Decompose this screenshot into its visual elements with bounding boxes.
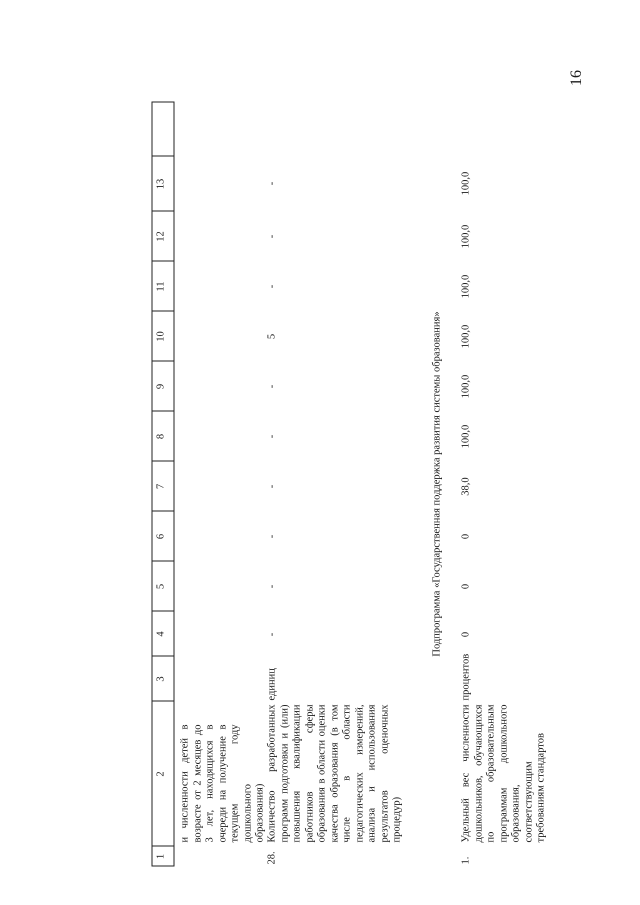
row-1-value-7: 38,0: [460, 477, 471, 496]
continued-indicator-name: и численности детей в возрасте от 2 месяцев до 3 лет, находящихся в очереди на получение в текущем году дошкольного образования): [179, 724, 265, 843]
header-top-border: [151, 102, 152, 867]
header-col-11: 11: [155, 281, 166, 292]
row-1-value-4: 0: [460, 631, 471, 638]
row-28-value-11: -: [266, 284, 277, 289]
row-28-value-13: -: [266, 181, 277, 186]
row-1-unit: процентов: [460, 653, 471, 701]
row-1-value-12: 100,0: [460, 224, 471, 249]
header-col-12: 12: [155, 231, 166, 242]
header-bottom-border: [173, 102, 174, 867]
header-col-13: 13: [155, 178, 166, 190]
row-28-value-5: -: [266, 584, 277, 589]
row-28-value-6: -: [266, 534, 277, 539]
header-col-6: 6: [155, 533, 166, 540]
row-28-name: Количество разработанных программ подготовки и (или) повышения квалификации работников сферы образования в области оценки качества образования (в том числе в области педагогических измерений, анализа и использования результатов оценочных процедур): [266, 704, 402, 843]
header-col-1: 1: [155, 853, 166, 860]
row-1-value-9: 100,0: [460, 374, 471, 399]
row-1-value-6: 0: [460, 533, 471, 540]
row-1-value-11: 100,0: [460, 274, 471, 299]
row-1-value-5: 0: [460, 583, 471, 590]
header-col-8: 8: [155, 433, 166, 440]
row-28-value-8: -: [266, 434, 277, 439]
page-number: 16: [568, 70, 585, 86]
row-28-value-4: -: [266, 632, 277, 637]
row-1-value-13: 100,0: [460, 171, 471, 196]
header-col-3: 3: [155, 676, 166, 682]
rotated-table: [151, 102, 546, 867]
header-col-9: 9: [155, 383, 166, 390]
subprogram-title: Подпрограмма «Государственная поддержка развития системы образования»: [431, 311, 442, 657]
header-col-2: 2: [155, 771, 166, 777]
row-1-value-8: 100,0: [460, 424, 471, 449]
row-28-value-7: -: [266, 484, 277, 489]
header-col-4: 4: [155, 631, 166, 637]
header-col-7: 7: [155, 483, 166, 490]
row-1-number: 1.: [460, 856, 471, 865]
row-28-value-10: 5: [266, 333, 277, 340]
row-28-number: 28.: [266, 851, 277, 865]
row-28-value-12: -: [266, 234, 277, 239]
col-border: [151, 102, 173, 103]
header-col-5: 5: [155, 583, 166, 590]
row-28-unit: единиц: [266, 668, 277, 701]
row-1-name: Удельный вес численности дошкольников, обучающихся по образовательным программам дошкольного образования, соответствующим требованиям стандартов: [460, 704, 546, 843]
row-28-value-9: -: [266, 384, 277, 389]
header-col-10: 10: [155, 331, 166, 342]
row-1-value-10: 100,0: [460, 324, 471, 349]
